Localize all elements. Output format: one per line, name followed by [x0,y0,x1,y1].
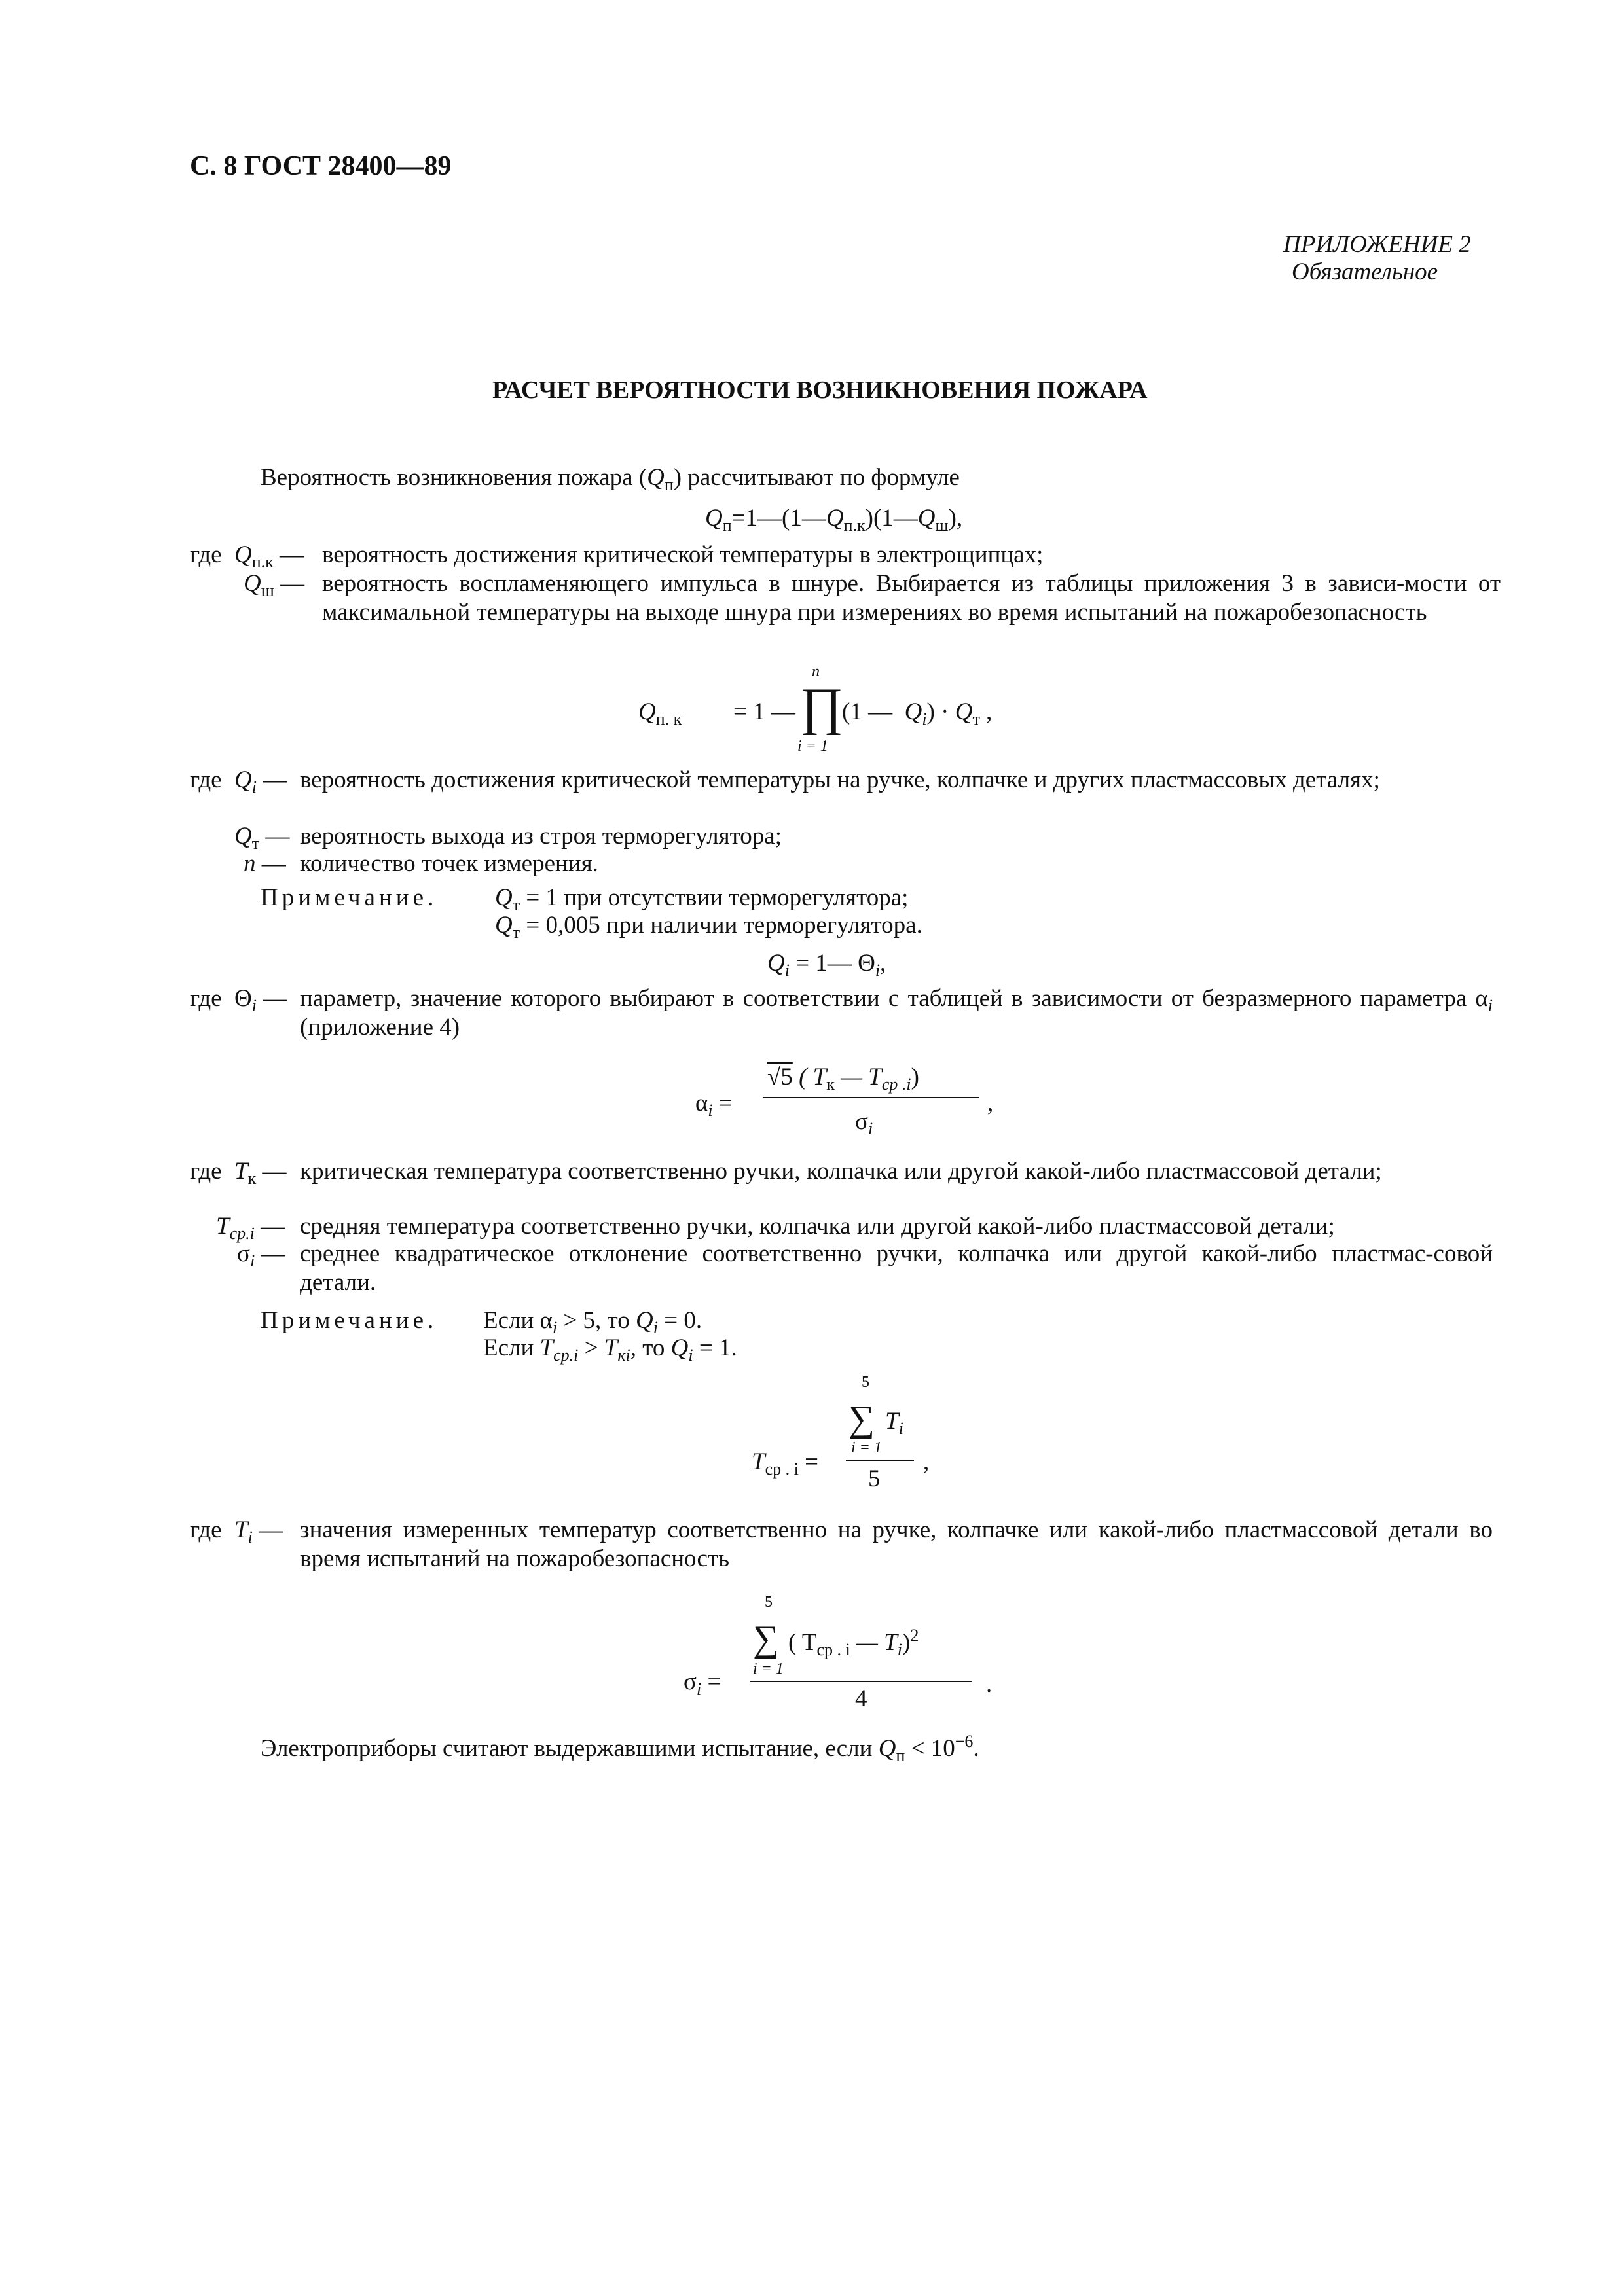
def-text: критическая температура соответственно ручки, колпачка или другой какой-либо пластмассовой детали; [300,1158,1382,1185]
section-title: РАСЧЕТ ВЕРОЯТНОСТИ ВОЗНИКНОВЕНИЯ ПОЖАРА [492,376,1148,404]
note-line: $Q_т = 0,005$ при наличии терморегулятора. [495,912,922,942]
def-symbol: $T_i$ — [234,1516,283,1547]
formula-end: . [986,1671,993,1698]
formula-lhs: $T_{ср . i}$ = [752,1448,818,1479]
def-text: количество точек измерения. [300,850,598,877]
def-symbol: $Q_ш$ — [244,570,305,600]
def-symbol: $Q_т$ — [234,823,290,853]
def-gde: где [190,1516,222,1543]
formula-lhs: $\alpha_i$ = [695,1090,733,1120]
fraction-bar [750,1681,972,1682]
def-symbol: $T_{ср.i}$ — [216,1213,285,1243]
formula-eq: = 1 — [733,698,795,725]
formula-qi: $Q_i$ = 1— $\Theta_i$, [767,950,886,980]
def-text: среднее квадратическое отклонение соответственно ручки, колпачка или другой какой-либо пластмас-совой детали. [300,1240,1493,1296]
fraction-denominator: $\sigma_i$ [855,1108,873,1138]
page-reference: С. 8 ГОСТ 28400—89 [190,151,452,181]
sum-lower-limit: i = 1 [753,1660,784,1677]
def-gde: где [190,985,222,1012]
def-text: вероятность воспламеняющего импульса в шнуре. Выбирается из таблицы приложения 3 в зависи-мости от максимальной температуры на выходе шнура при измерениях во время испытаний на пожаробезопасность [322,570,1501,626]
appendix-status: Обязательное [1292,259,1438,285]
fraction-numerator: √5 ( $T_к$ — $T_{ср .i}$) [767,1064,919,1094]
appendix-label: ПРИЛОЖЕНИЕ 2 [1283,231,1471,258]
note-label: Примечание. [261,884,438,911]
formula-end: , [923,1448,930,1475]
conclusion-paragraph: Электроприборы считают выдержавшими испытание, если $Q_п < 10^{-6}$. [261,1732,979,1765]
sum-upper-limit: 5 [862,1374,869,1391]
def-gde: где [190,1158,222,1185]
def-symbol: $Q_{п.к}$ — [234,541,304,571]
formula-lhs: $\sigma_i$ = [684,1668,721,1698]
sum-sign: ∑ [848,1399,875,1439]
sum-sign: ∑ [753,1619,779,1659]
sum-body: ( $T_{ср . i}$ — $T_i)^2$ [788,1626,919,1659]
intro-paragraph: Вероятность возникновения пожара $(Q_п)$ рассчитывают по формуле [261,464,960,494]
note-label: Примечание. [261,1307,438,1334]
def-symbol: $Q_i$ — [234,766,287,797]
def-symbol: n — [244,850,286,877]
def-gde: где [190,541,222,568]
def-text: средняя температура соответственно ручки, колпачка или другой какой-либо пластмассовой детали; [300,1213,1335,1240]
product-upper-limit: n [812,663,820,680]
fraction-denominator: 5 [868,1465,881,1492]
def-text: параметр, значение которого выбирают в соответствии с таблицей в зависимости от безразмерного параметра $\alpha_i$ (приложение 4) [300,985,1493,1041]
formula-end: , [987,1090,994,1117]
def-text: вероятность выхода из строя терморегулятора; [300,823,782,850]
def-symbol: $T_к$ — [234,1158,287,1188]
product-lower-limit: i = 1 [797,738,828,755]
sum-upper-limit: 5 [765,1594,773,1611]
sum-body: $T_i$ [885,1408,903,1438]
fraction-denominator: 4 [855,1685,867,1712]
formula-body: (1 — $Q_i) \cdot Q_т$ , [842,698,993,728]
formula-lhs: $Q_{п. к}$ [638,698,682,728]
def-text: вероятность достижения критической температуры на ручке, колпачке и других пластмассовых деталях; [300,766,1380,793]
formula-probability-fire: $Q_п=1—(1—Q_{п.к})(1—Q_ш)$, [705,505,963,535]
sum-lower-limit: i = 1 [851,1439,882,1456]
fraction-bar [763,1097,979,1098]
def-symbol: $\sigma_i$ — [237,1240,285,1270]
note-line: Если $T_{ср.i} > T_{кi}$, то $Q_i = 1$. [483,1335,737,1365]
def-symbol: $\Theta_i$ — [234,985,287,1015]
note-line: $Q_т = 1$ при отсутствии терморегулятора; [495,884,909,914]
def-text: значения измеренных температур соответственно на ручке, колпачке или какой-либо пластмассовой детали во время испытаний на пожаробезопасность [300,1516,1493,1572]
def-gde: где [190,766,222,793]
def-text: вероятность достижения критической температуры в электрощипцах; [322,541,1044,568]
fraction-bar [846,1460,914,1461]
product-sign: ∏ [800,678,843,736]
note-line: Если $\alpha_i > 5$, то $Q_i = 0$. [483,1307,702,1337]
